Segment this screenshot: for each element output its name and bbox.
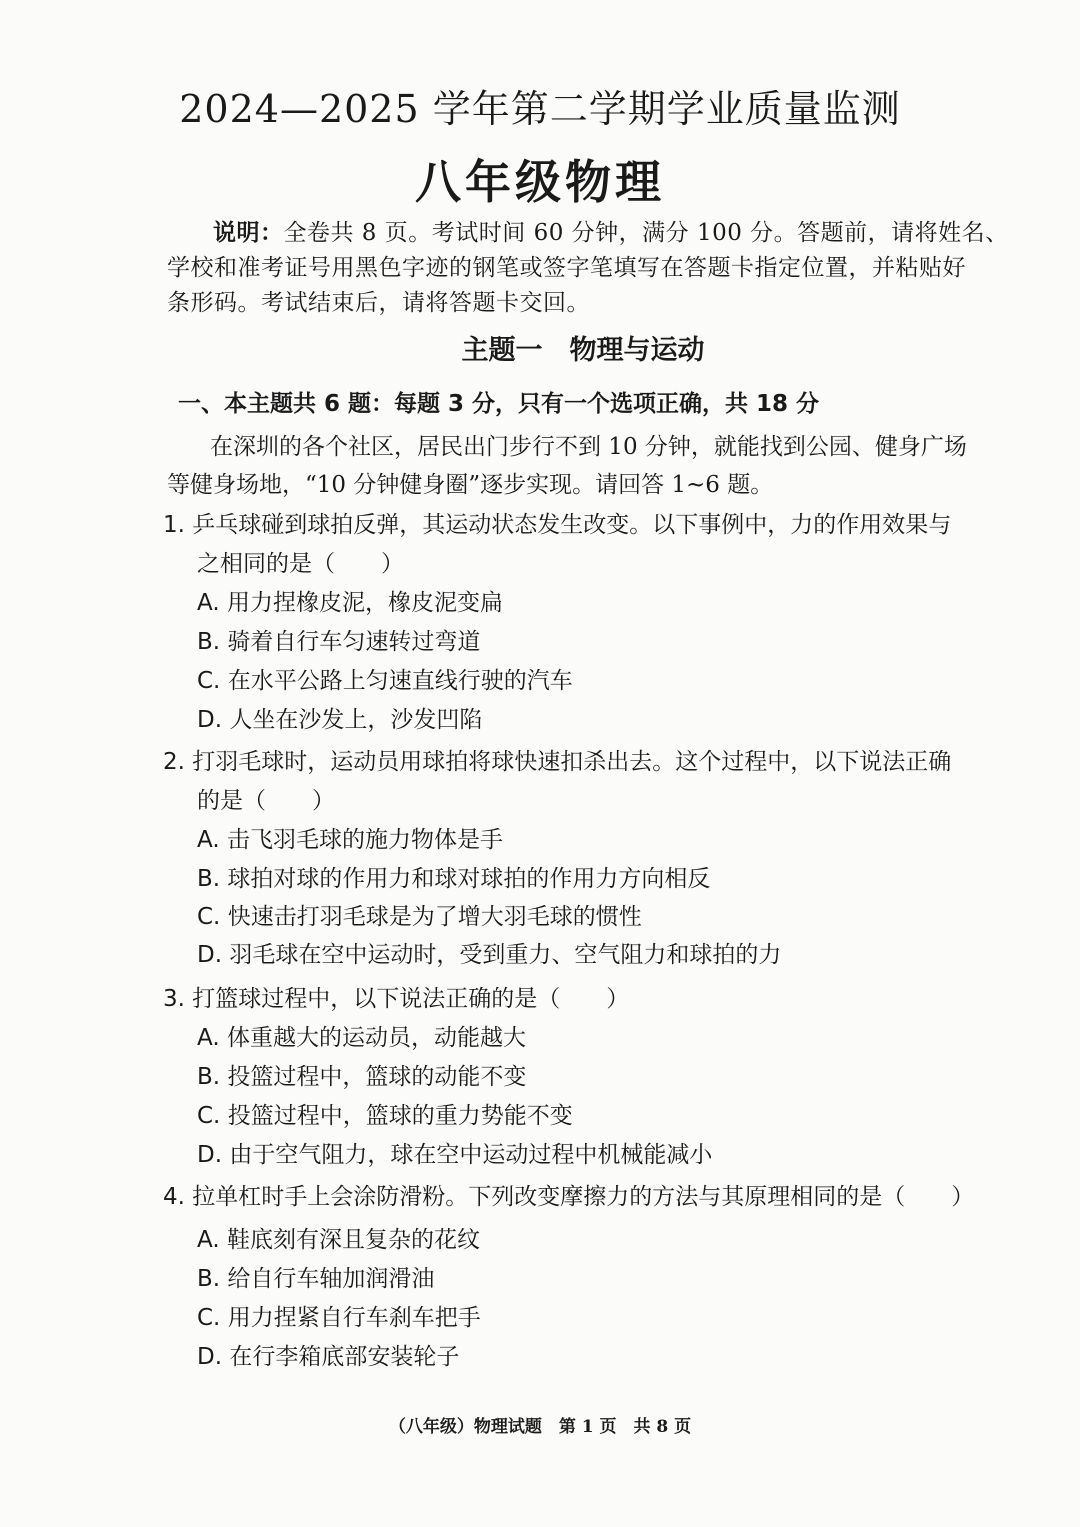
option-text: 在水平公路上匀速直线行驶的汽车 (227, 668, 573, 694)
option-label: A. (197, 1025, 220, 1051)
option-label: A. (197, 1227, 220, 1253)
question-2-option-a (197, 821, 503, 854)
option-text: 投篮过程中，篮球的动能不变 (227, 1064, 527, 1090)
topic-heading: 主题一 物理与运动 (461, 335, 705, 366)
context-line-1: 在深圳的各个社区，居民出门步行不到 10 分钟，就能找到公园、健身广场 (210, 434, 967, 460)
question-1-option-b (197, 623, 480, 656)
intro-line-1 (213, 214, 1009, 247)
question-2-option-c (197, 898, 642, 931)
question-2-option-d (197, 936, 781, 969)
option-text: 用力捏紧自行车刹车把手 (227, 1305, 481, 1331)
option-label: B. (197, 1064, 221, 1090)
option-label: A. (197, 590, 220, 616)
exam-title: 2024—2025 学年第二学期学业质量监测 (179, 87, 901, 131)
intro-text-1: 全卷共 8 页。考试时间 60 分钟，满分 100 分。答题前，请将姓名、 (283, 220, 1009, 246)
question-1-option-a (197, 584, 503, 617)
question-1-line-2: 之相同的是（ ） (197, 551, 404, 577)
question-number: 1. (163, 512, 185, 538)
exam-subject: 八年级物理 (415, 155, 665, 209)
question-3-option-d (197, 1136, 712, 1169)
option-label: C. (197, 1305, 221, 1331)
option-text: 击飞羽毛球的施力物体是手 (226, 827, 503, 853)
option-text: 在行李箱底部安装轮子 (229, 1344, 460, 1370)
option-text: 给自行车轴加润滑油 (227, 1266, 435, 1292)
question-stem: 拉单杠时手上会涂防滑粉。下列改变摩擦力的方法与其原理相同的是（ ） (192, 1184, 975, 1210)
intro-line-3: 条形码。考试结束后，请将答题卡交回。 (167, 290, 590, 316)
question-1-option-d (197, 701, 482, 734)
question-2-line-2: 的是（ ） (197, 788, 335, 814)
option-label: C. (197, 668, 221, 694)
question-number: 3. (163, 986, 185, 1012)
question-4-option-d (197, 1338, 459, 1371)
question-3-line-1 (163, 980, 629, 1013)
option-text: 快速击打羽毛球是为了增大羽毛球的惯性 (227, 904, 642, 930)
question-3-option-c (197, 1097, 573, 1130)
question-3-option-b (197, 1058, 526, 1091)
option-label: D. (197, 1142, 223, 1168)
option-text: 用力捏橡皮泥，橡皮泥变扁 (226, 590, 503, 616)
option-text: 体重越大的运动员，动能越大 (226, 1025, 526, 1051)
option-label: C. (197, 904, 221, 930)
page-footer: （八年级）物理试题 第 1 页 共 8 页 (388, 1417, 692, 1437)
question-4-option-b (197, 1260, 434, 1293)
question-stem: 乒乓球碰到球拍反弹，其运动状态发生改变。以下事例中，力的作用效果与 (192, 512, 952, 538)
option-label: B. (197, 866, 221, 892)
question-stem: 打篮球过程中，以下说法正确的是（ ） (192, 986, 630, 1012)
section-heading: 一、本主题共 6 题：每题 3 分，只有一个选项正确，共 18 分 (178, 391, 820, 417)
intro-line-2: 学校和准考证号用黑色字迹的钢笔或签字笔填写在答题卡指定位置，并粘贴好 (167, 255, 966, 281)
question-number: 4. (163, 1184, 185, 1210)
intro-label: 说明： (213, 219, 284, 246)
context-line-2: 等健身场地，“10 分钟健身圈”逐步实现。请回答 1~6 题。 (167, 472, 774, 498)
option-label: B. (197, 1266, 221, 1292)
question-2-line-1 (163, 743, 951, 776)
question-1-option-c (197, 662, 573, 695)
question-4-option-a (197, 1221, 480, 1254)
option-label: D. (197, 1344, 223, 1370)
option-text: 投篮过程中，篮球的重力势能不变 (227, 1103, 573, 1129)
option-label: B. (197, 629, 221, 655)
option-text: 羽毛球在空中运动时，受到重力、空气阻力和球拍的力 (229, 942, 782, 968)
question-4-line-1 (163, 1178, 974, 1211)
option-text: 鞋底刻有深且复杂的花纹 (226, 1227, 480, 1253)
option-label: D. (197, 942, 223, 968)
option-text: 球拍对球的作用力和球对球拍的作用力方向相反 (227, 866, 711, 892)
question-stem: 打羽毛球时，运动员用球拍将球快速扣杀出去。这个过程中，以下说法正确 (192, 749, 952, 775)
option-label: A. (197, 827, 220, 853)
option-label: D. (197, 707, 223, 733)
question-4-option-c (197, 1299, 481, 1332)
option-text: 人坐在沙发上，沙发凹陷 (229, 707, 483, 733)
question-2-option-b (197, 860, 710, 893)
option-text: 骑着自行车匀速转过弯道 (227, 629, 481, 655)
option-text: 由于空气阻力，球在空中运动过程中机械能减小 (229, 1142, 713, 1168)
question-3-option-a (197, 1019, 526, 1052)
option-label: C. (197, 1103, 221, 1129)
question-number: 2. (163, 749, 185, 775)
question-1-line-1 (163, 506, 951, 539)
